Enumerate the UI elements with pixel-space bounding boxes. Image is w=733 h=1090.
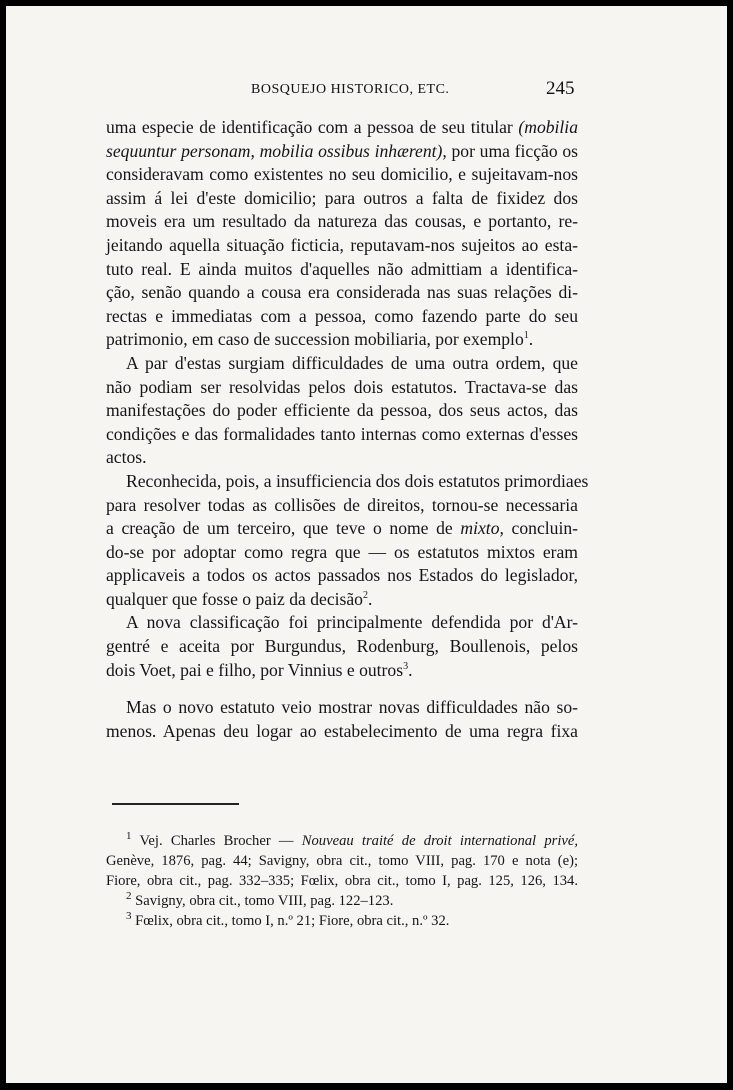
- footnote-2: $^2$ Savigny, obra cit., tomo VIII, pag. 122–123.: [126, 890, 394, 909]
- text-line: dois Voet, pai e filho, por Vinnius e outros$^3$.: [106, 659, 413, 680]
- footnote-1: $^1$ Vej. Charles Brocher — Nouveau traité de droit international privé,: [126, 830, 578, 849]
- text-line: do-se por adoptar como regra que — os estatutos mixtos eram: [106, 541, 578, 562]
- footnote-ref: 3: [403, 660, 409, 672]
- text-line: condições e das formalidades tanto internas como externas d'esses: [106, 423, 578, 444]
- text-line: Reconhecida, pois, a insufficiencia dos dois estatutos primordiaes: [126, 470, 589, 491]
- text-line: Mas o novo estatuto veio mostrar novas difficuldades não so-: [126, 697, 578, 718]
- text-line: jeitando aquella situação ficticia, reputavam-nos sujeitos ao esta-: [106, 234, 578, 255]
- footnote-ref: 2: [362, 590, 368, 602]
- text-line: manifestações do poder efficiente da pessoa, dos seus actos, das: [106, 400, 578, 421]
- running-head: BOSQUEJO HISTORICO, ETC.: [251, 82, 450, 97]
- text-line: A par d'estas surgiam difficuldades de uma outra ordem, que: [126, 352, 578, 373]
- text-line: para resolver todas as collisões de direitos, tornou-se necessaria: [106, 494, 578, 515]
- text-line: não podiam ser resolvidas pelos dois estatutos. Tractava-se das: [106, 376, 578, 397]
- text-line: moveis era um resultado da natureza das cousas, e portanto, re-: [106, 211, 578, 232]
- text-line: sequuntur personam, mobilia ossibus inhærent), por uma ficção os: [106, 140, 578, 161]
- text-line: A nova classificação foi principalmente defendida por d'Ar-: [126, 612, 578, 633]
- footnote-1-cont: Genève, 1876, pag. 44; Savigny, obra cit., tomo VIII, pag. 170 e nota (e);: [106, 853, 578, 869]
- footnote-3: $^3$ Fœlix, obra cit., tomo I, n.º 21; Fiore, obra cit., n.º 32.: [126, 910, 450, 929]
- text-line: menos. Apenas deu logar ao estabelecimento de uma regra fixa: [106, 720, 578, 741]
- text-line: gentré e aceita por Burgundus, Rodenburg, Boullenois, pelos: [106, 636, 578, 657]
- text-line: tuto real. E ainda muitos d'aquelles não admittiam a identifica-: [106, 258, 578, 279]
- text-line: ção, senão quando a cousa era considerada nas suas relações di-: [106, 282, 578, 303]
- text-line: applicaveis a todos os actos passados nos Estados do legislador,: [106, 565, 578, 586]
- page-number: 245: [546, 78, 575, 99]
- text-line: patrimonio, em caso de succession mobiliaria, por exemplo$^1$.: [106, 329, 534, 350]
- footnote-ref: 1: [523, 330, 529, 342]
- body-text: [106, 116, 589, 743]
- text-line: qualquer que fosse o paiz da decisão$^2$.: [106, 588, 373, 609]
- footnote-1-cont: Fiore, obra cit., pag. 332–335; Fœlix, obra cit., tomo I, pag. 125, 126, 134.: [106, 873, 578, 889]
- text-line: assim á lei d'este domicilio; para outros a falta de fixidez dos: [106, 187, 578, 208]
- text-line: actos.: [106, 447, 147, 468]
- text-line: rectas e immediatas com a pessoa, como fazendo parte do seu: [106, 305, 578, 326]
- page-header: [6, 78, 727, 102]
- footnote-divider: [112, 803, 239, 805]
- text-line: uma especie de identificação com a pessoa de seu titular (mobilia: [106, 117, 578, 137]
- text-line: consideravam como existentes no seu domicilio, e sujeitavam-nos: [106, 164, 578, 185]
- book-page: [6, 6, 727, 1083]
- paragraph-gap: [106, 682, 578, 696]
- text-line: a creação de um terceiro, que teve o nome de mixto, concluin-: [106, 518, 578, 539]
- footnotes: [106, 831, 578, 931]
